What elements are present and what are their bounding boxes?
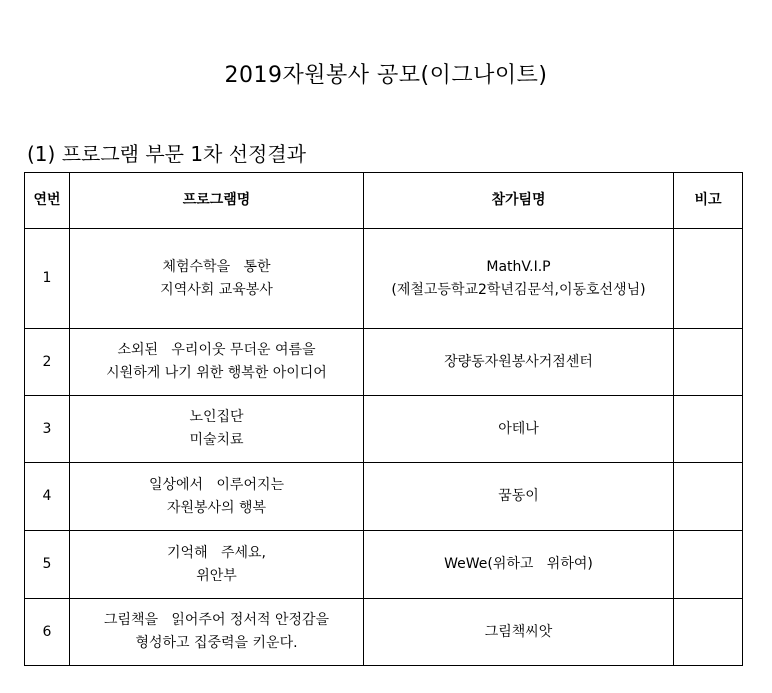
table-header-row [25,173,743,229]
table-row [25,229,743,329]
table-row [25,463,743,531]
note-cell [674,599,743,666]
team-name-line: 꿈동이 [498,488,539,504]
section-heading: (1) 프로그램 부문 1차 선정결과 [27,142,307,166]
program-name-cell [70,599,364,666]
table-row [25,531,743,599]
program-name-cell [70,396,364,463]
note-cell [674,229,743,329]
results-table [24,172,743,666]
row-number: 6 [25,599,70,666]
team-name-cell [364,463,674,531]
row-number: 3 [25,396,70,463]
table-row [25,396,743,463]
team-name-line: 아테나 [498,420,539,437]
program-name-line: 시원하게 나기 위한 행복한 아이디어 [106,365,327,381]
program-name-cell [70,229,364,329]
team-name-line: WeWe(위하고 위하여) [444,556,593,572]
table-row [25,599,743,666]
program-name-line: 형성하고 집중력을 키운다. [135,635,298,651]
program-name-line: 노인집단 [189,409,244,425]
program-name-cell [70,531,364,599]
team-name-cell [364,329,674,396]
header-team-name: 참가팀명 [364,173,674,229]
row-number: 5 [25,531,70,599]
team-name-cell [364,396,674,463]
row-number: 4 [25,463,70,531]
team-name-cell [364,531,674,599]
team-name-cell [364,229,674,329]
page-title: 2019자원봉사 공모(이그나이트) [224,63,548,88]
program-name-line: 기억해 주세요, [167,544,266,561]
program-name-line: 미술치료 [189,432,244,448]
note-cell [674,329,743,396]
team-name-line: (제철고등학교2학년김문석,이동호선생님) [391,281,646,298]
program-name-line: 지역사회 교육봉사 [160,281,273,298]
row-number: 2 [25,329,70,396]
program-name-line: 자원봉사의 행복 [166,499,267,516]
note-cell [674,396,743,463]
header-program-name: 프로그램명 [70,173,364,229]
team-name-line: 그림책씨앗 [484,623,553,640]
header-note: 비고 [674,173,743,229]
team-name-cell [364,599,674,666]
program-name-line: 체험수학을 통한 [162,258,271,275]
program-name-line: 일상에서 이루어지는 [148,476,285,493]
program-name-line: 그림책을 읽어주어 정서적 안정감을 [103,612,330,628]
program-name-cell [70,329,364,396]
table-row [25,329,743,396]
row-number: 1 [25,229,70,329]
note-cell [674,463,743,531]
team-name-line: MathV.I.P [486,258,551,275]
team-name-line: 장량동자원봉사거점센터 [444,353,593,370]
note-cell [674,531,743,599]
program-name-line: 소외된 우리이웃 무더운 여름을 [117,342,316,358]
program-name-cell [70,463,364,531]
program-name-line: 위안부 [196,567,237,584]
header-number: 연번 [25,173,70,229]
